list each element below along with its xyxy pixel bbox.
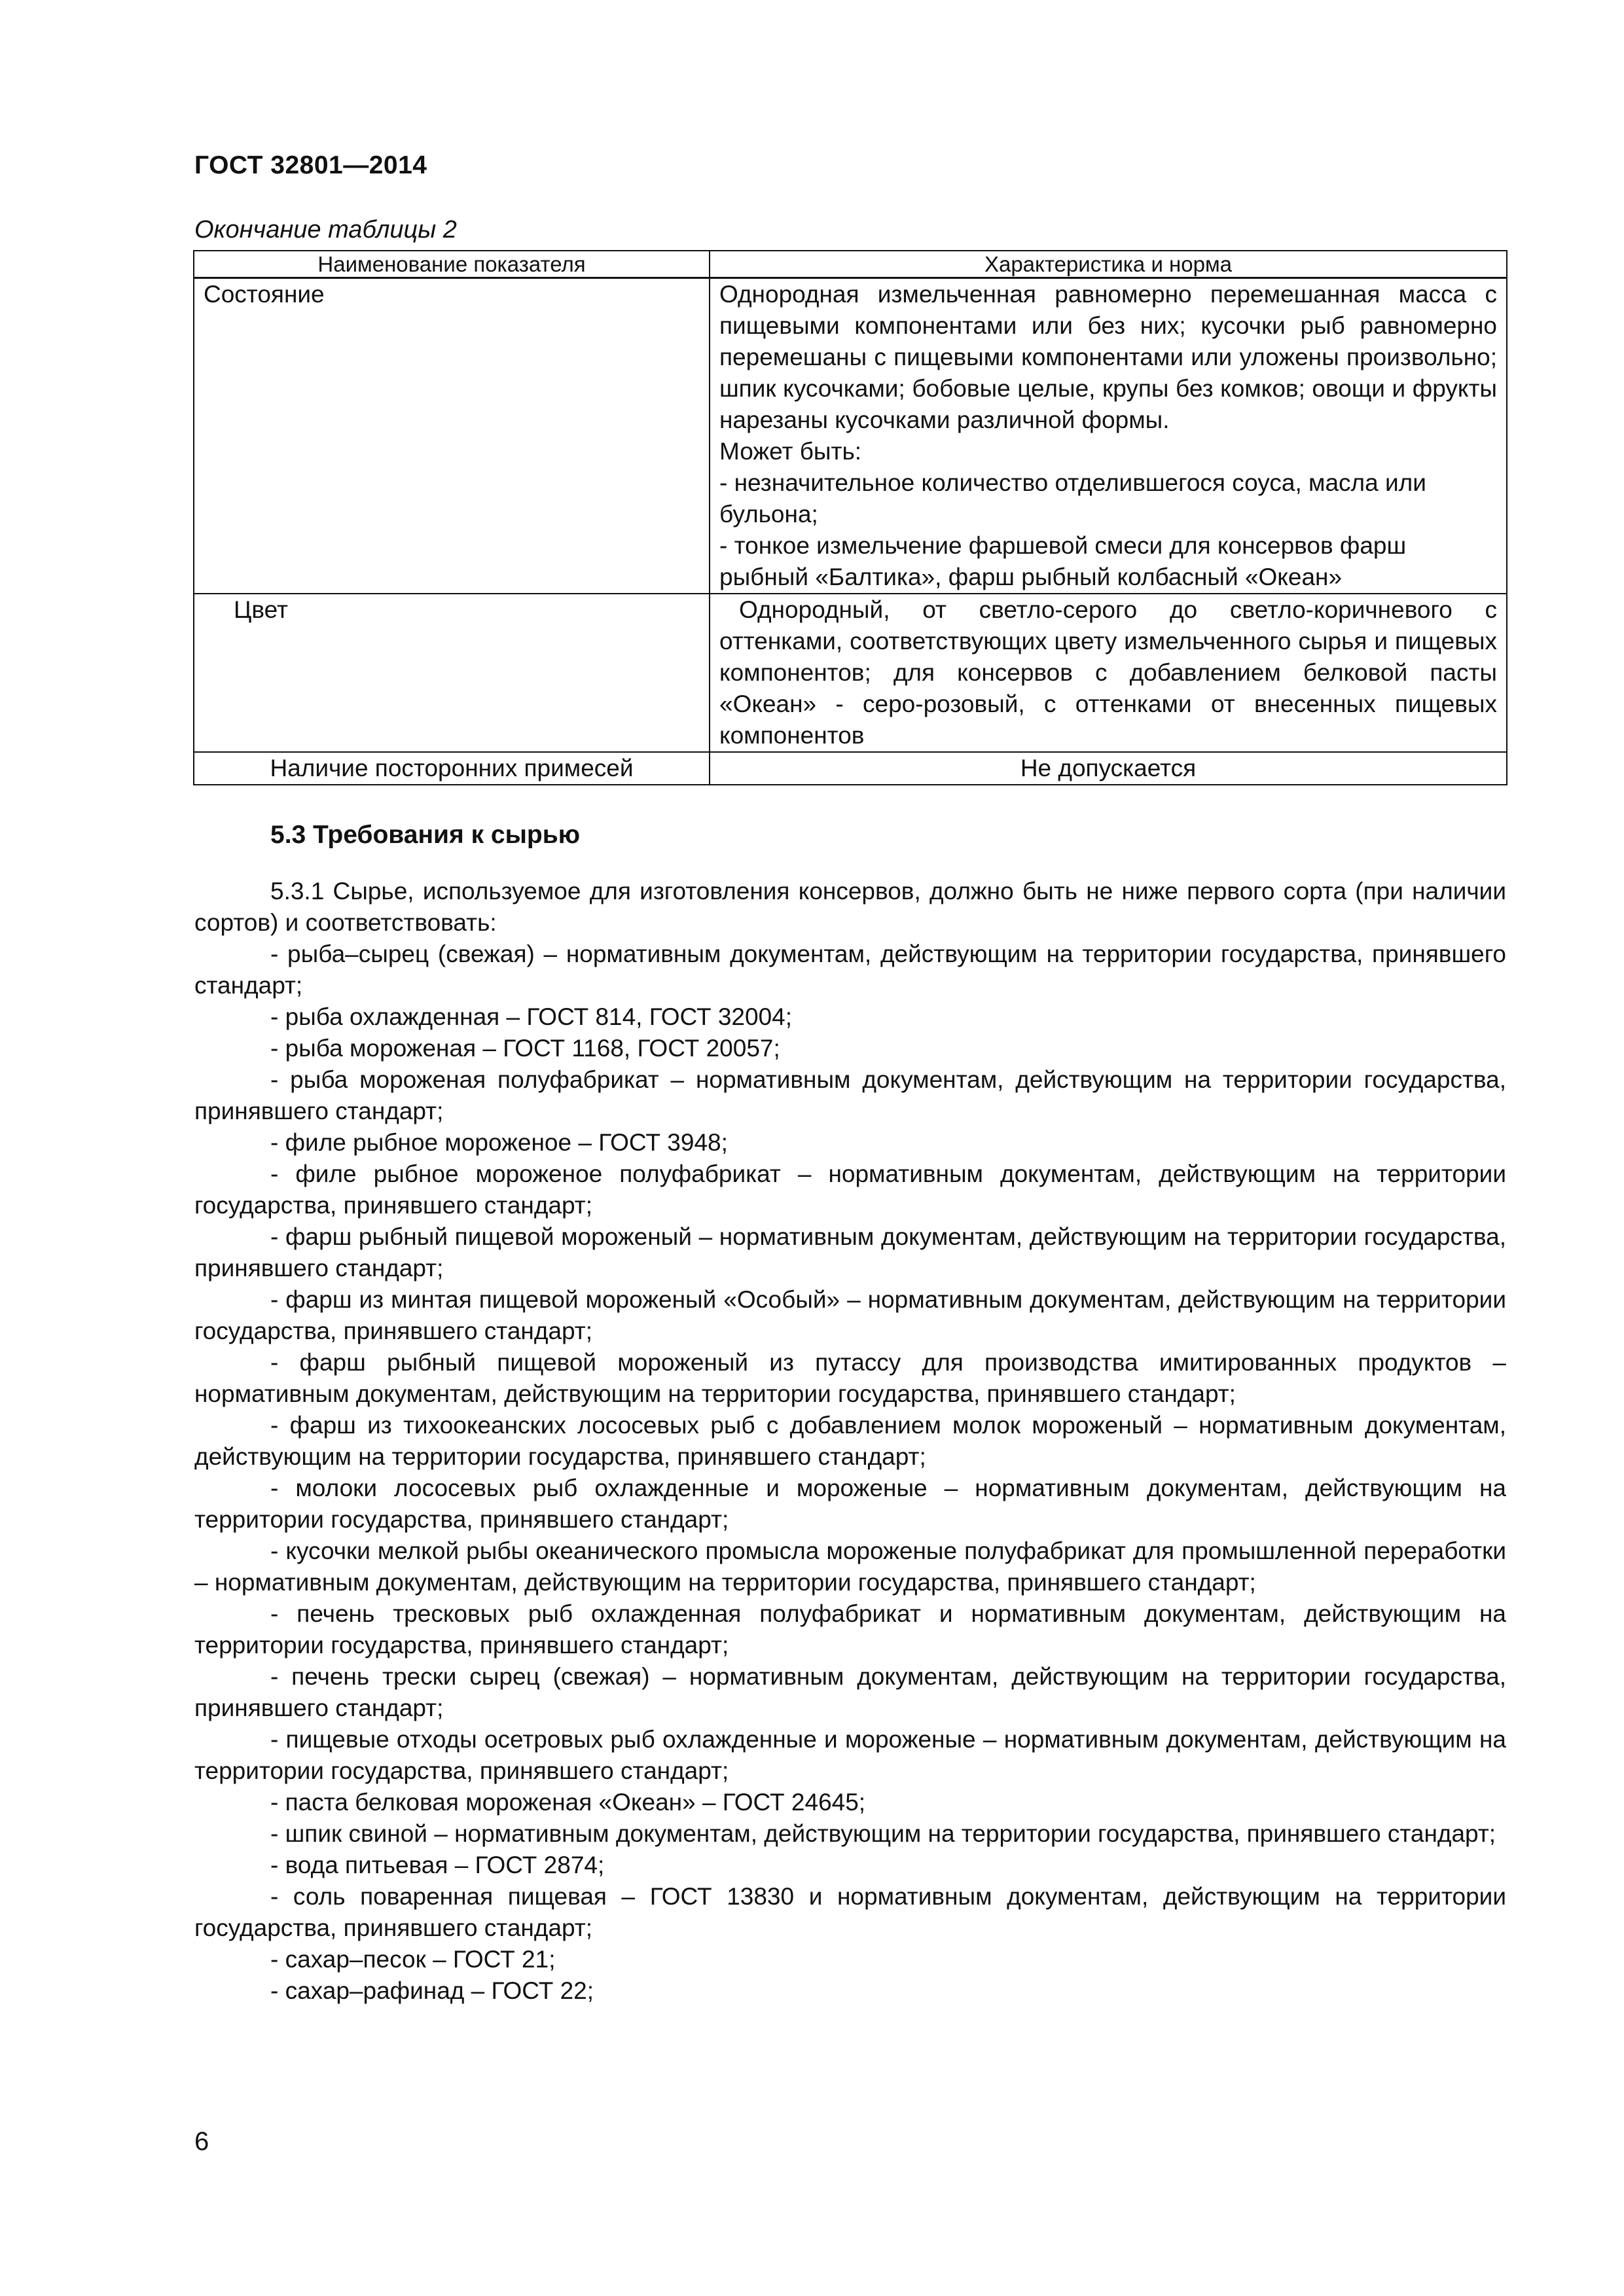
list-item: - печень трески сырец (свежая) – нормативным документам, действующим на территории государства, принявшего стандарт; xyxy=(194,1663,1506,1721)
list-item: - соль поваренная пищевая – ГОСТ 13830 и нормативным документам, действующим на территории государства, принявшего стандарт; xyxy=(194,1883,1506,1941)
list-item: - вода питьевая – ГОСТ 2874; xyxy=(270,1852,605,1878)
document-header: ГОСТ 32801—2014 xyxy=(194,151,427,179)
list-item: - филе рыбное мороженое полуфабрикат – нормативным документам, действующим на территории государства, принявшего стандарт; xyxy=(194,1160,1506,1219)
row-value-line: - незначительное количество отделившегося соуса, масла или бульона; xyxy=(719,469,1426,528)
row-value-line: Может быть: xyxy=(719,438,862,465)
list-item: - фарш рыбный пищевой мороженый – нормативным документам, действующим на территории государства, принявшего стандарт; xyxy=(194,1223,1506,1282)
table-header-row xyxy=(194,251,1507,278)
table-caption: Окончание таблицы 2 xyxy=(194,216,457,243)
table-row xyxy=(194,278,1507,594)
list-item: - филе рыбное мороженое – ГОСТ 3948; xyxy=(270,1129,728,1156)
spec-table xyxy=(193,250,1507,785)
list-item: - печень тресковых рыб охлажденная полуфабрикат и нормативным документам, действующим на территории государства, принявшего стандарт; xyxy=(194,1600,1506,1659)
list-item: - фарш из минтая пищевой мороженый «Особый» – нормативным документам, действующим на территории государства, принявшего стандарт; xyxy=(194,1286,1506,1344)
list-item: - рыба мороженая – ГОСТ 1168, ГОСТ 20057; xyxy=(270,1035,780,1062)
section-title: 5.3 Требования к сырью xyxy=(270,821,581,849)
list-item: - сахар–песок – ГОСТ 21; xyxy=(270,1946,556,1973)
table-row xyxy=(194,752,1507,785)
column-header: Характеристика и норма xyxy=(710,251,1507,278)
row-name: Наличие посторонних примесей xyxy=(194,752,710,785)
row-value xyxy=(710,594,1507,752)
list-item: - рыба охлажденная – ГОСТ 814, ГОСТ 32004; xyxy=(270,1003,793,1030)
row-value-line: Однородная измельченная равномерно перемешанная масса с пищевыми компонентами или без них; кусочки рыб равномерно перемешаны с пищевыми компонентами или уложены произвольно; шпик кусочками; бобовые целые, крупы без комков; овощи и фрукты нарезаны кусочками различной формы. xyxy=(719,281,1497,433)
row-value-line: - тонкое измельчение фаршевой смеси для консервов фарш рыбный «Балтика», фарш рыбный колбасный «Океан» xyxy=(719,532,1407,590)
row-value: Не допускается xyxy=(710,752,1507,785)
row-value xyxy=(710,278,1507,594)
row-name: Цвет xyxy=(194,594,710,752)
list-item: - сахар–рафинад – ГОСТ 22; xyxy=(270,1977,594,2004)
page-number: 6 xyxy=(194,2127,209,2156)
list-item: - паста белковая мороженая «Океан» – ГОСТ 24645; xyxy=(270,1789,866,1816)
list-item: - рыба мороженая полуфабрикат – нормативным документам, действующим на территории государства, принявшего стандарт; xyxy=(194,1066,1506,1124)
row-name: Состояние xyxy=(194,278,710,594)
paragraph: 5.3.1 Сырье, используемое для изготовления консервов, должно быть не ниже первого сорта (при наличии сортов) и соответствовать: xyxy=(194,878,1506,936)
list-item: - фарш из тихоокеанских лососевых рыб с добавлением молок мороженый – нормативным документам, действующим на территории государства, принявшего стандарт; xyxy=(194,1412,1506,1470)
list-item: - пищевые отходы осетровых рыб охлажденные и мороженые – нормативным документам, действующим на территории государства, принявшего стандарт; xyxy=(194,1726,1506,1784)
table-row xyxy=(194,594,1507,752)
section-body xyxy=(194,876,1506,2007)
row-value-line: Однородный, от светло-серого до светло-коричневого с оттенками, соответствующих цвету измельченного сырья и пищевых компонентов; для консервов с добавлением белковой пасты «Океан» - серо-розовый, с оттенками от внесенных пищевых компонентов xyxy=(719,596,1497,749)
list-item: - шпик свиной – нормативным документам, действующим на территории государства, принявшего стандарт; xyxy=(270,1820,1496,1847)
list-item: - молоки лососевых рыб охлажденные и мороженые – нормативным документам, действующим на территории государства, принявшего стандарт; xyxy=(194,1475,1506,1533)
column-header: Наименование показателя xyxy=(194,251,710,278)
list-item: - кусочки мелкой рыбы океанического промысла мороженые полуфабрикат для промышленной переработки – нормативным документам, действующим на территории государства, принявшего стандарт; xyxy=(194,1537,1506,1596)
list-item: - рыба–сырец (свежая) – нормативным документам, действующим на территории государства, принявшего стандарт; xyxy=(194,941,1506,999)
list-item: - фарш рыбный пищевой мороженый из путассу для производства имитированных продуктов – нормативным документам, действующим на территории государства, принявшего стандарт; xyxy=(194,1349,1506,1407)
